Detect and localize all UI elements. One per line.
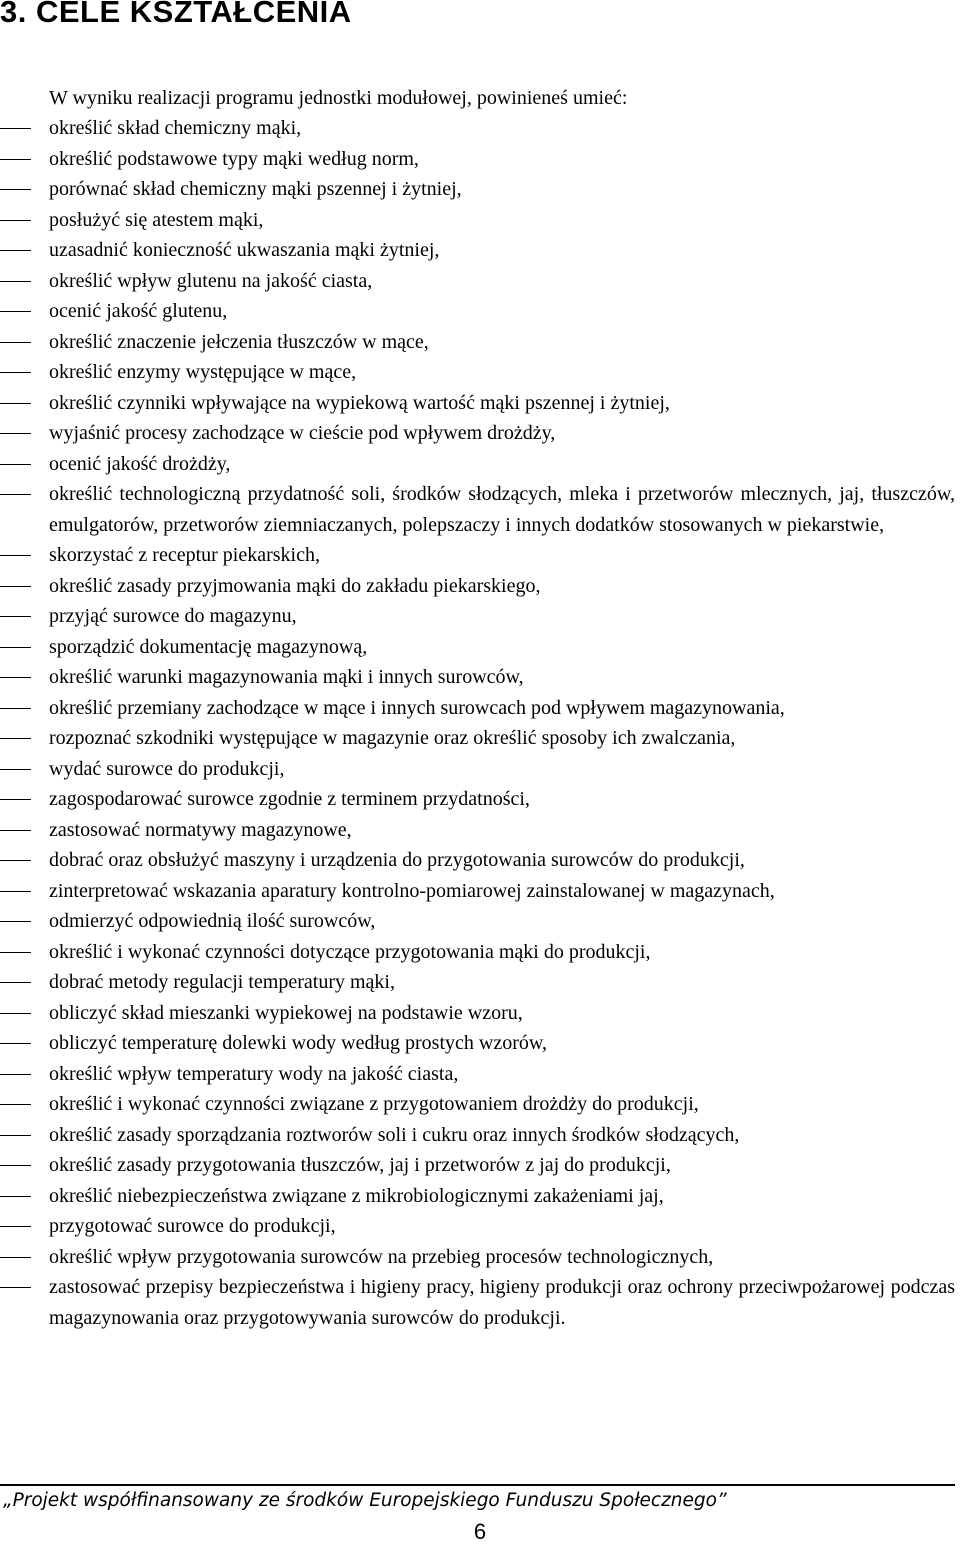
objective-item (0, 937, 955, 968)
objective-text: wydać surowce do produkcji, (49, 757, 285, 780)
objective-text: określić zasady przyjmowania mąki do zakładu piekarskiego, (49, 574, 541, 597)
objective-item (0, 571, 955, 602)
dash-bullet-icon (0, 921, 31, 922)
objective-item (0, 296, 955, 327)
objective-text: określić znaczenie jełczenia tłuszczów w mące, (49, 330, 429, 353)
dash-bullet-icon (0, 1013, 31, 1014)
dash-bullet-icon (0, 403, 31, 404)
objective-item (0, 235, 955, 266)
dash-bullet-icon (0, 647, 31, 648)
objective-item (0, 1181, 955, 1212)
footer-rule (0, 1484, 955, 1486)
objective-text: określić i wykonać czynności związane z przygotowaniem drożdży do produkcji, (49, 1093, 699, 1115)
dash-bullet-icon (0, 1135, 31, 1136)
objective-item (0, 1120, 955, 1151)
objective-item (0, 1089, 955, 1120)
objective-item (0, 449, 955, 480)
dash-bullet-icon (0, 555, 31, 556)
objective-text: określić niebezpieczeństwa związane z mikrobiologicznymi zakażeniami jaj, (49, 1184, 664, 1207)
objective-text: uzasadnić konieczność ukwaszania mąki żytniej, (49, 239, 440, 261)
dash-bullet-icon (0, 281, 31, 282)
dash-bullet-icon (0, 1165, 31, 1166)
objective-text: zastosować normatywy magazynowe, (49, 818, 352, 841)
objective-text: obliczyć temperaturę dolewki wody według prostych wzorów, (49, 1032, 547, 1054)
objective-text: zagospodarować surowce zgodnie z terminem przydatności, (49, 788, 530, 810)
objective-item (0, 205, 955, 236)
dash-bullet-icon (0, 494, 31, 495)
objective-text: określić technologiczną przydatność soli, środków słodzących, mleka i przetworów mlecznych, jaj, tłuszczów, emulgatorów, przetworów ziemniaczanych, polepszaczy i innych dodatków stosowanych w piekarstwie, (49, 483, 955, 536)
objective-text: określić wpływ temperatury wody na jakość ciasta, (49, 1062, 459, 1085)
dash-bullet-icon (0, 1104, 31, 1105)
objective-item (0, 174, 955, 205)
objective-item (0, 540, 955, 571)
objective-text: określić zasady przygotowania tłuszczów, jaj i przetworów z jaj do produkcji, (49, 1154, 671, 1176)
objective-text: określić przemiany zachodzące w mące i innych surowcach pod wpływem magazynowania, (49, 696, 785, 719)
objective-text: określić skład chemiczny mąki, (49, 117, 302, 139)
objective-text: ocenić jakość drożdży, (49, 452, 231, 475)
intro-text: W wyniku realizacji programu jednostki modułowej, powinieneś umieć: (49, 87, 628, 109)
objective-item (0, 388, 955, 419)
objective-text: przygotować surowce do produkcji, (49, 1215, 336, 1237)
objective-text: skorzystać z receptur piekarskich, (49, 544, 320, 566)
dash-bullet-icon (0, 799, 31, 800)
objectives-list (0, 113, 955, 1333)
dash-bullet-icon (0, 128, 31, 129)
objective-item (0, 906, 955, 937)
dash-bullet-icon (0, 189, 31, 190)
objective-item (0, 1059, 955, 1090)
objective-item (0, 1211, 955, 1242)
objective-item (0, 662, 955, 693)
dash-bullet-icon (0, 708, 31, 709)
dash-bullet-icon (0, 677, 31, 678)
objective-item (0, 998, 955, 1029)
objective-text: ocenić jakość glutenu, (49, 300, 228, 322)
dash-bullet-icon (0, 1287, 31, 1288)
objective-item (0, 1028, 955, 1059)
dash-bullet-icon (0, 860, 31, 861)
objective-item (0, 113, 955, 144)
objective-item (0, 784, 955, 815)
dash-bullet-icon (0, 616, 31, 617)
objective-text: określić podstawowe typy mąki według norm, (49, 147, 419, 170)
objective-text: obliczyć skład mieszanki wypiekowej na podstawie wzoru, (49, 1001, 523, 1024)
dash-bullet-icon (0, 1257, 31, 1258)
page-number: 6 (473, 1519, 487, 1544)
objective-item (0, 723, 955, 754)
objective-item (0, 876, 955, 907)
dash-bullet-icon (0, 1074, 31, 1075)
objective-item (0, 815, 955, 846)
dash-bullet-icon (0, 159, 31, 160)
objective-text: odmierzyć odpowiednią ilość surowców, (49, 910, 376, 932)
objective-item (0, 601, 955, 632)
objective-item (0, 754, 955, 785)
dash-bullet-icon (0, 1196, 31, 1197)
footer-text: „Projekt współfinansowany ze środków Europejskiego Funduszu Społecznego” (3, 1490, 727, 1511)
dash-bullet-icon (0, 1226, 31, 1227)
dash-bullet-icon (0, 464, 31, 465)
dash-bullet-icon (0, 311, 31, 312)
dash-bullet-icon (0, 250, 31, 251)
objective-text: dobrać oraz obsłużyć maszyny i urządzenia do przygotowania surowców do produkcji, (49, 849, 745, 871)
objective-text: porównać skład chemiczny mąki pszennej i żytniej, (49, 178, 462, 200)
objective-text: zastosować przepisy bezpieczeństwa i higieny pracy, higieny produkcji oraz ochrony przeciwpożarowej podczas magazynowania oraz przygotowywania surowców do produkcji. (49, 1276, 955, 1329)
objective-text: określić warunki magazynowania mąki i innych surowców, (49, 666, 524, 688)
objective-item (0, 632, 955, 663)
objective-text: rozpoznać szkodniki występujące w magazynie oraz określić sposoby ich zwalczania, (49, 727, 736, 749)
objective-item (0, 1150, 955, 1181)
objective-text: określić enzymy występujące w mące, (49, 361, 357, 383)
objective-item (0, 967, 955, 998)
objective-text: określić wpływ przygotowania surowców na przebieg procesów technologicznych, (49, 1245, 714, 1268)
objective-item (0, 357, 955, 388)
objective-item (0, 1272, 955, 1333)
objective-item (0, 418, 955, 449)
dash-bullet-icon (0, 952, 31, 953)
dash-bullet-icon (0, 433, 31, 434)
objective-item (0, 693, 955, 724)
objective-text: posłużyć się atestem mąki, (49, 208, 264, 231)
objective-item (0, 327, 955, 358)
dash-bullet-icon (0, 830, 31, 831)
dash-bullet-icon (0, 586, 31, 587)
objective-item (0, 1242, 955, 1273)
objective-text: wyjaśnić procesy zachodzące w cieście pod wpływem drożdży, (49, 422, 556, 444)
objective-text: określić zasady sporządzania roztworów soli i cukru oraz innych środków słodzących, (49, 1123, 740, 1146)
dash-bullet-icon (0, 769, 31, 770)
objective-text: sporządzić dokumentację magazynową, (49, 635, 368, 658)
objective-text: określić czynniki wpływające na wypiekową wartość mąki pszennej i żytniej, (49, 391, 670, 414)
dash-bullet-icon (0, 738, 31, 739)
objective-item (0, 479, 955, 540)
objective-item (0, 845, 955, 876)
dash-bullet-icon (0, 982, 31, 983)
section-heading: 3. CELE KSZTAŁCENIA (0, 0, 352, 29)
dash-bullet-icon (0, 891, 31, 892)
objective-text: dobrać metody regulacji temperatury mąki, (49, 971, 395, 993)
dash-bullet-icon (0, 342, 31, 343)
dash-bullet-icon (0, 372, 31, 373)
objective-text: przyjąć surowce do magazynu, (49, 605, 297, 627)
objective-item (0, 266, 955, 297)
objective-text: zinterpretować wskazania aparatury kontrolno-pomiarowej zainstalowanej w magazynach, (49, 879, 775, 902)
objective-item (0, 144, 955, 175)
objective-text: określić i wykonać czynności dotyczące przygotowania mąki do produkcji, (49, 940, 651, 963)
dash-bullet-icon (0, 220, 31, 221)
objective-text: określić wpływ glutenu na jakość ciasta, (49, 269, 373, 292)
dash-bullet-icon (0, 1043, 31, 1044)
